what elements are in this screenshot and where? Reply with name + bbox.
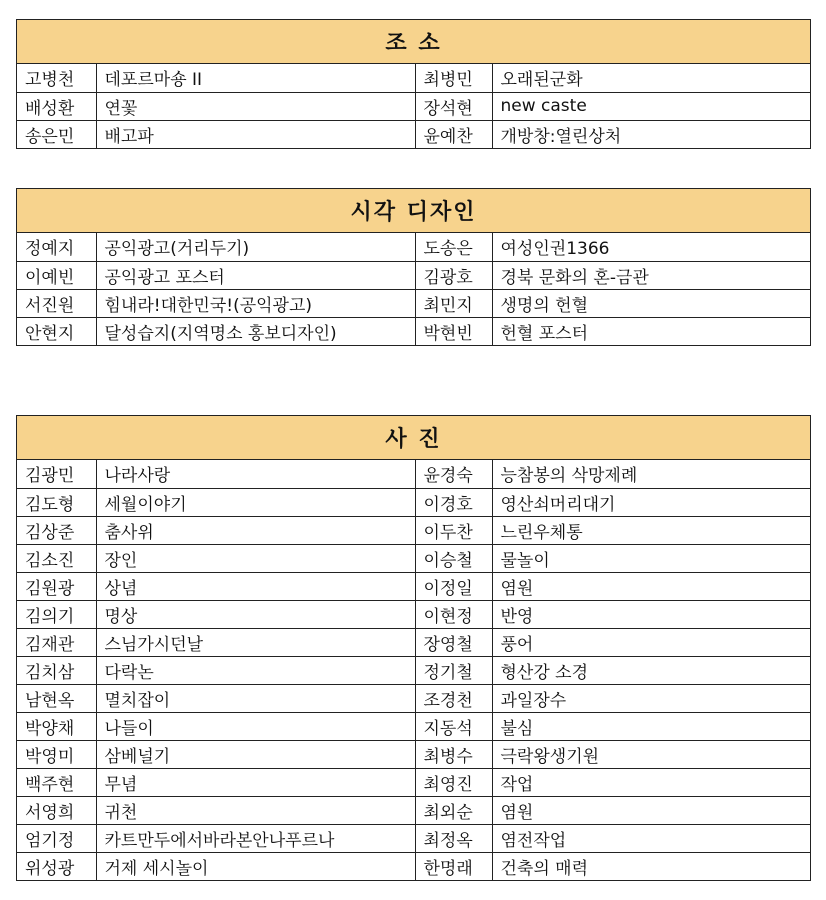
- artwork-title: 불심: [492, 712, 810, 740]
- artwork-title: 과일장수: [492, 684, 810, 712]
- artist-name: 이경호: [415, 488, 492, 516]
- section-title: 사 진: [17, 416, 810, 460]
- artist-name: 김재관: [17, 628, 96, 656]
- artwork-title: 장인: [96, 544, 415, 572]
- artwork-title: 작업: [492, 768, 810, 796]
- section-sculpture: [16, 19, 811, 149]
- artwork-title: 영산쇠머리대기: [492, 488, 810, 516]
- artist-name: 김의기: [17, 600, 96, 628]
- table-row: [17, 64, 810, 92]
- artwork-title: 공익광고 포스터: [96, 261, 415, 289]
- table-row: [17, 572, 810, 600]
- artist-name: 정예지: [17, 233, 96, 261]
- artwork-table: [17, 233, 810, 345]
- table-row: [17, 796, 810, 824]
- table-row: [17, 768, 810, 796]
- artwork-title: 거제 세시놀이: [96, 852, 415, 880]
- artwork-title: 느린우체통: [492, 516, 810, 544]
- artwork-title: 상념: [96, 572, 415, 600]
- artist-name: 송은민: [17, 120, 96, 148]
- artist-name: 위성광: [17, 852, 96, 880]
- artist-name: 고병천: [17, 64, 96, 92]
- table-row: [17, 684, 810, 712]
- artwork-title: 달성습지(지역명소 홍보디자인): [96, 317, 415, 345]
- section-photography: [16, 415, 811, 881]
- artwork-title: 데포르마숑 II: [96, 64, 415, 92]
- table-row: [17, 852, 810, 880]
- artwork-title: 형산강 소경: [492, 656, 810, 684]
- artwork-title: new caste: [492, 92, 810, 120]
- table-row: [17, 460, 810, 488]
- artist-name: 이정일: [415, 572, 492, 600]
- artwork-title: 건축의 매력: [500, 858, 589, 879]
- artwork-title: 나들이: [96, 712, 415, 740]
- artist-name: 김광민: [17, 460, 96, 488]
- artwork-title: 춤사위: [96, 516, 415, 544]
- artist-name: 안현지: [17, 317, 96, 345]
- artist-name: 서영희: [17, 796, 96, 824]
- artwork-title: 능참봉의 삭망제례: [492, 460, 810, 488]
- artist-name: 이승철: [415, 544, 492, 572]
- artwork-title: 연꽃: [96, 92, 415, 120]
- table-row: [17, 516, 810, 544]
- artist-name: 김도형: [17, 488, 96, 516]
- artwork-title: 염전작업: [492, 824, 810, 852]
- artist-name: 김소진: [17, 544, 96, 572]
- artwork-table: [17, 460, 810, 880]
- table-row: [17, 656, 810, 684]
- artist-name: 이두찬: [415, 516, 492, 544]
- table-row: [17, 120, 810, 148]
- artwork-title: 오래된군화: [492, 64, 810, 92]
- artist-name: 지동석: [415, 712, 492, 740]
- artist-name: 서진원: [17, 289, 96, 317]
- artist-name: 엄기정: [17, 824, 96, 852]
- section-visual-design: [16, 188, 811, 346]
- artist-name: 장영철: [415, 628, 492, 656]
- section-title: 조 소: [17, 20, 810, 64]
- artist-name: 이현정: [415, 600, 492, 628]
- artwork-title: 카트만두에서바라본안나푸르나: [96, 824, 415, 852]
- table-row: [17, 628, 810, 656]
- table-row: [17, 317, 810, 345]
- artist-name: 김원광: [17, 572, 96, 600]
- artist-name: 최민지: [415, 289, 492, 317]
- artwork-title: 다락논: [96, 656, 415, 684]
- artwork-title: 무념: [96, 768, 415, 796]
- table-row: [17, 289, 810, 317]
- artwork-title: 공익광고(거리두기): [96, 233, 415, 261]
- artwork-title: 개방창:열린상처: [500, 126, 622, 147]
- artist-name: 도송은: [415, 233, 492, 261]
- artist-name: 김상준: [17, 516, 96, 544]
- artwork-title: 헌혈 포스터: [500, 323, 589, 344]
- table-row: [17, 544, 810, 572]
- artwork-title: 경북 문화의 혼-금관: [492, 261, 810, 289]
- artwork-title: 여성인권1366: [492, 233, 810, 261]
- artist-name: 김광호: [415, 261, 492, 289]
- artwork-title: 멸치잡이: [96, 684, 415, 712]
- section-title: 시각 디자인: [17, 189, 810, 233]
- artwork-title: 명상: [96, 600, 415, 628]
- artwork-title: 힘내라!대한민국!(공익광고): [96, 289, 415, 317]
- table-row: [17, 488, 810, 516]
- artwork-title: 극락왕생기원: [492, 740, 810, 768]
- artist-name: 배성환: [17, 92, 96, 120]
- table-row: [17, 824, 810, 852]
- artist-name: 최영진: [415, 768, 492, 796]
- artwork-title: 반영: [492, 600, 810, 628]
- artist-name: 박영미: [17, 740, 96, 768]
- table-row: [17, 600, 810, 628]
- artist-name: 박현빈: [415, 317, 492, 345]
- artist-name: 백주현: [17, 768, 96, 796]
- artwork-title: 나라사랑: [96, 460, 415, 488]
- table-row: [17, 712, 810, 740]
- table-row: [17, 740, 810, 768]
- artist-name: 윤예찬: [415, 120, 492, 148]
- artwork-title: 배고파: [96, 120, 415, 148]
- artist-name: 김치삼: [17, 656, 96, 684]
- artwork-title: 염원: [492, 572, 810, 600]
- artist-name: 윤경숙: [415, 460, 492, 488]
- artwork-title: 세월이야기: [96, 488, 415, 516]
- artist-name: 한명래: [415, 852, 492, 880]
- artist-name: 정기철: [415, 656, 492, 684]
- artist-name: 최외순: [415, 796, 492, 824]
- artwork-title: 풍어: [492, 628, 810, 656]
- artist-name: 이예빈: [17, 261, 96, 289]
- artist-name: 남현옥: [17, 684, 96, 712]
- artist-name: 최정옥: [415, 824, 492, 852]
- artwork-title: 생명의 헌혈: [492, 289, 810, 317]
- artist-name: 최병수: [415, 740, 492, 768]
- artist-name: 최병민: [415, 64, 492, 92]
- artwork-title: 귀천: [96, 796, 415, 824]
- table-row: [17, 261, 810, 289]
- artist-name: 장석현: [415, 92, 492, 120]
- artwork-table: [17, 64, 810, 148]
- artwork-title: 삼베널기: [96, 740, 415, 768]
- artist-name: 박양채: [17, 712, 96, 740]
- artist-name: 조경천: [415, 684, 492, 712]
- table-row: [17, 233, 810, 261]
- artwork-title: 염원: [492, 796, 810, 824]
- artwork-title: 스님가시던날: [96, 628, 415, 656]
- table-row: [17, 92, 810, 120]
- artwork-title: 물놀이: [492, 544, 810, 572]
